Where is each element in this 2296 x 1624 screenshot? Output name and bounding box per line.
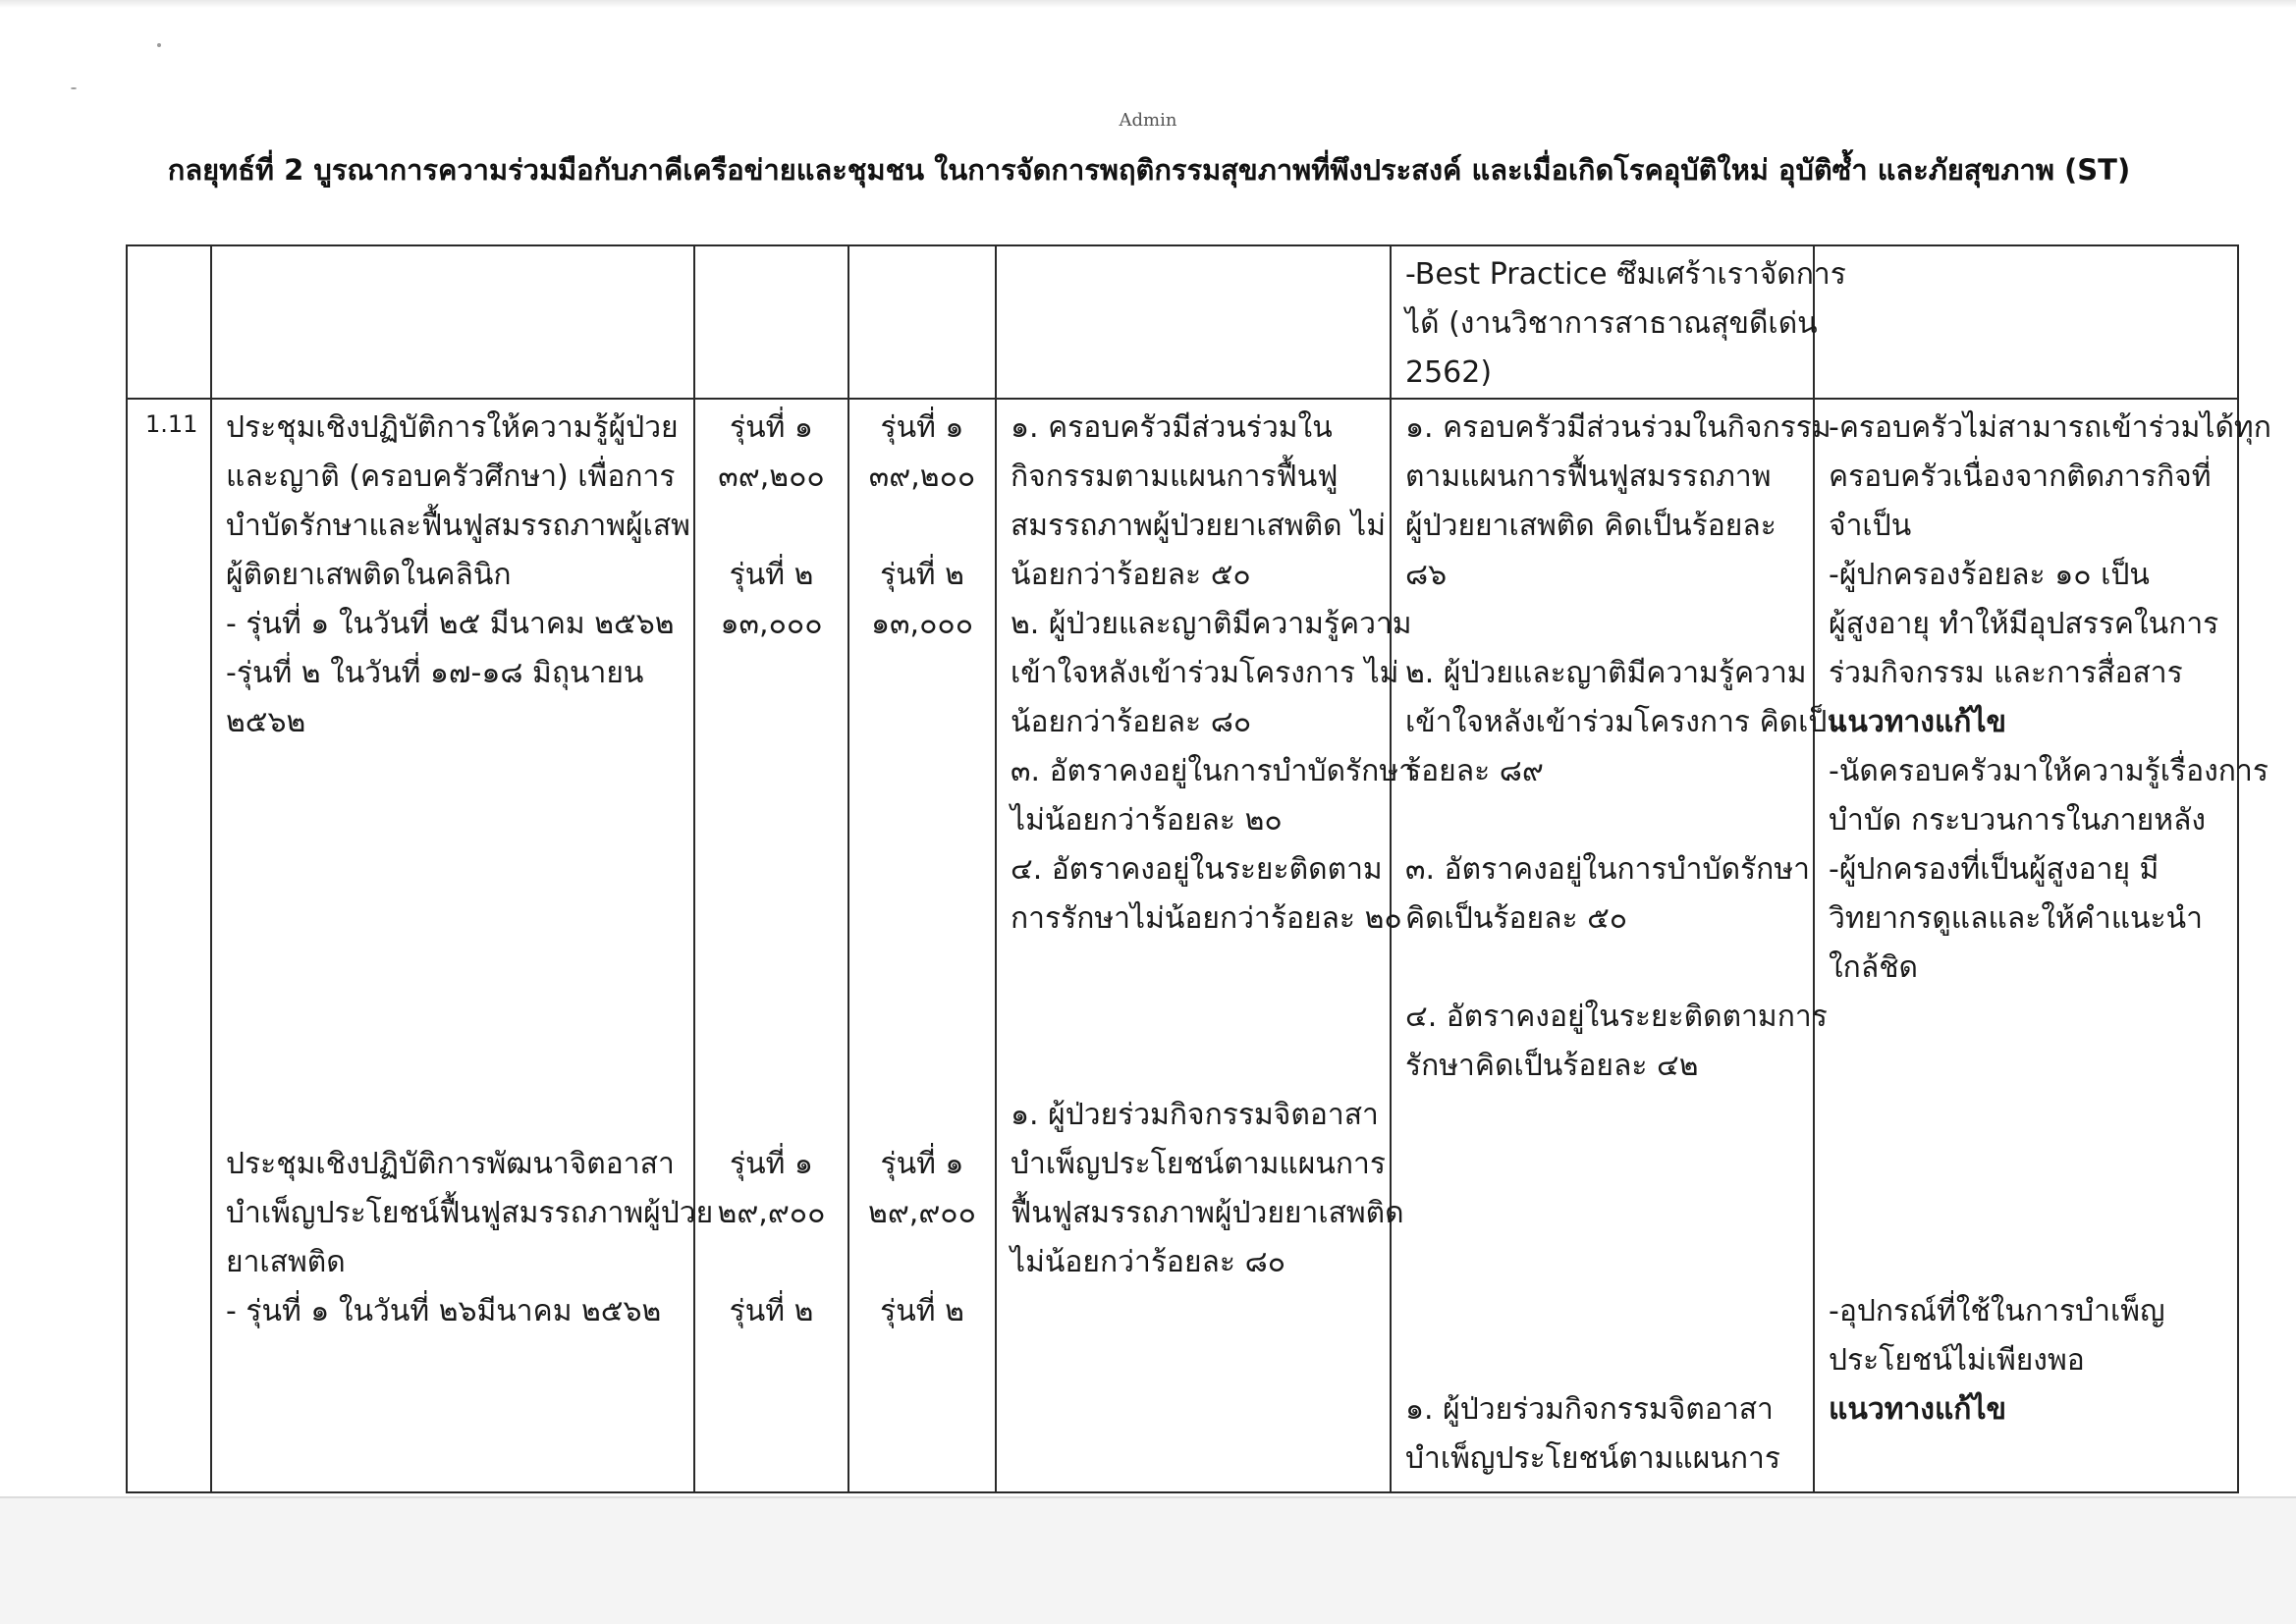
cell-result [1391, 399, 1847, 1492]
problem-line: บำบัด กระบวนการในภายหลัง [1829, 803, 2207, 838]
project-line: - รุ่นที่ ๑ ในวันที่ ๒๖มีนาคม ๒๕๖๒ [226, 1294, 662, 1328]
scan-bottom-line [0, 1496, 2296, 1498]
project-line: และญาติ (ครอบครัวศึกษา) เพื่อการ [226, 460, 676, 494]
budget-round-label: รุ่นที่ ๒ [880, 558, 964, 592]
cell-budget-used [848, 399, 996, 1492]
result-line: -Best Practice ซึมเศร้าเราจัดการ [1405, 257, 1846, 292]
target-line: ๔. อัตราคงอยู่ในระยะติดตาม [1011, 852, 1383, 887]
cell-project [211, 399, 714, 1492]
target-line: กิจกรรมตามแผนการฟื้นฟู [1011, 460, 1339, 494]
target-line: ไม่น้อยกว่าร้อยละ ๒๐ [1011, 803, 1283, 838]
project-line: ยาเสพติด [226, 1245, 346, 1279]
scan-bottom-edge [0, 1496, 2296, 1624]
result-line: ร้อยละ ๘๙ [1405, 754, 1544, 788]
target-line: ๓. อัตราคงอยู่ในการบำบัดรักษา [1011, 754, 1415, 788]
budget-amount: ๑๓,๐๐๐ [720, 607, 823, 641]
target-line: การรักษาไม่น้อยกว่าร้อยละ ๒๐ [1011, 901, 1402, 936]
problem-line: จำเป็น [1829, 509, 1912, 543]
result-line: คิดเป็นร้อยละ ๕๐ [1405, 901, 1628, 936]
result-line: เข้าใจหลังเข้าร่วมโครงการ คิดเป็น [1405, 705, 1847, 739]
strategy-title: กลยุทธ์ที่ 2 บูรณาการความร่วมมือกับภาคีเครือข่ายและชุมชน ในการจัดการพฤติกรรมสุขภาพที่พึงประสงค์ และเมื่อเกิดโรคอุบัติใหม่ อุบัติซ้ำ และภัยสุขภาพ (ST) [167, 153, 2131, 187]
cell-target [996, 399, 1415, 1492]
project-line: บำบัดรักษาและฟื้นฟูสมรรถภาพผู้เสพ [226, 509, 690, 543]
project-line: ผู้ติดยาเสพติดในคลินิก [226, 558, 512, 592]
problem-line: วิทยากรดูแลและให้คำแนะนำ [1829, 901, 2204, 936]
problem-line: -ครอบครัวไม่สามารถเข้าร่วมได้ทุก [1829, 410, 2271, 445]
budget-round-label: รุ่นที่ ๑ [880, 1147, 964, 1181]
cell-result-previous [1391, 245, 1846, 399]
budget-amount: ๓๙,๒๐๐ [718, 460, 825, 494]
target-line: น้อยกว่าร้อยละ ๘๐ [1011, 705, 1252, 739]
problem-line: -นัดครอบครัวมาให้ความรู้เรื่องการ [1829, 754, 2269, 788]
problem-line: ผู้สูงอายุ ทำให้มีอุปสรรคในการ [1829, 607, 2219, 641]
result-line: ได้ (งานวิชาการสาธาณสุขดีเด่น [1405, 306, 1818, 341]
row-number: 1.11 [145, 410, 198, 438]
budget-round-label: รุ่นที่ ๒ [729, 558, 814, 592]
cell-number [127, 399, 211, 1492]
scan-top-edge [0, 0, 2296, 8]
cell-problem [1814, 399, 2271, 1492]
target-line: น้อยกว่าร้อยละ ๕๐ [1011, 558, 1251, 592]
budget-round-label: รุ่นที่ ๒ [729, 1294, 814, 1328]
project-line: ประชุมเชิงปฏิบัติการให้ความรู้ผู้ป่วย [226, 410, 679, 445]
result-line: ตามแผนการฟื้นฟูสมรรถภาพ [1405, 460, 1772, 494]
problem-line: ร่วมกิจกรรม และการสื่อสาร [1829, 656, 2183, 690]
result-line: ๓. อัตราคงอยู่ในการบำบัดรักษา [1405, 852, 1810, 887]
result-line: ๑. ครอบครัวมีส่วนร่วมในกิจกรรม [1405, 410, 1831, 445]
target-line: ฟื้นฟูสมรรถภาพผู้ป่วยยาเสพติด [1011, 1196, 1404, 1230]
scan-speck [157, 43, 161, 47]
cell-project-empty [211, 245, 694, 399]
cell-number-empty [127, 245, 211, 399]
budget-round-label: รุ่นที่ ๑ [730, 1147, 813, 1181]
project-table [126, 244, 2271, 1493]
result-line: บำเพ็ญประโยชน์ตามแผนการ [1405, 1441, 1780, 1476]
cell-target-empty [996, 245, 1391, 399]
budget-amount: ๑๓,๐๐๐ [870, 607, 974, 641]
target-line: สมรรถภาพผู้ป่วยยาเสพติด ไม่ [1011, 509, 1387, 543]
budget-round-label: รุ่นที่ ๒ [880, 1294, 964, 1328]
problem-line: -ผู้ปกครองร้อยละ ๑๐ เป็น [1829, 558, 2150, 592]
result-line: รักษาคิดเป็นร้อยละ ๔๒ [1405, 1049, 1699, 1083]
solution-heading: แนวทางแก้ไข [1829, 705, 2007, 739]
cell-problem-empty [1814, 245, 2238, 399]
budget-round-label: รุ่นที่ ๑ [880, 410, 964, 445]
problem-line: ประโยชน์ไม่เพียงพอ [1829, 1343, 2085, 1378]
budget-round-label: รุ่นที่ ๑ [730, 410, 813, 445]
cell-budget-plan [694, 399, 848, 1492]
budget-amount: ๒๙,๙๐๐ [717, 1196, 826, 1230]
project-line: ประชุมเชิงปฏิบัติการพัฒนาจิตอาสา [226, 1147, 675, 1181]
budget-amount: ๒๙,๙๐๐ [868, 1196, 976, 1230]
cell-budget-used-empty [848, 245, 996, 399]
budget-amount: ๓๙,๒๐๐ [868, 460, 976, 494]
target-line: เข้าใจหลังเข้าร่วมโครงการ ไม่ [1011, 656, 1399, 690]
result-line: 2562) [1405, 355, 1493, 390]
result-line: ๘๖ [1405, 558, 1448, 592]
problem-line: -ผู้ปกครองที่เป็นผู้สูงอายุ มี [1829, 852, 2159, 887]
admin-label: Admin [1119, 110, 1177, 131]
problem-line: ครอบครัวเนื่องจากติดภารกิจที่ [1829, 460, 2212, 494]
project-line: บำเพ็ญประโยชน์ฟื้นฟูสมรรถภาพผู้ป่วย [226, 1196, 714, 1230]
result-line: ผู้ป่วยยาเสพติด คิดเป็นร้อยละ [1405, 509, 1777, 543]
solution-heading: แนวทางแก้ไข [1829, 1392, 2007, 1427]
target-line: ๑. ครอบครัวมีส่วนร่วมใน [1011, 410, 1333, 445]
result-line: ๑. ผู้ป่วยร่วมกิจกรรมจิตอาสา [1405, 1392, 1774, 1427]
problem-line: -อุปกรณ์ที่ใช้ในการบำเพ็ญ [1829, 1294, 2165, 1328]
project-line: ๒๕๖๒ [226, 705, 306, 739]
result-line: ๔. อัตราคงอยู่ในระยะติดตามการ [1405, 1000, 1828, 1034]
project-line: - รุ่นที่ ๑ ในวันที่ ๒๕ มีนาคม ๒๕๖๒ [226, 607, 675, 641]
target-line: ๑. ผู้ป่วยร่วมกิจกรรมจิตอาสา [1011, 1098, 1379, 1132]
scan-speck [71, 87, 77, 89]
target-line: ๒. ผู้ป่วยและญาติมีความรู้ความ [1011, 607, 1412, 641]
target-line: บำเพ็ญประโยชน์ตามแผนการ [1011, 1147, 1386, 1181]
table-row-1-11 [127, 399, 2238, 1492]
result-line: ๒. ผู้ป่วยและญาติมีความรู้ความ [1405, 656, 1807, 690]
target-line: ไม่น้อยกว่าร้อยละ ๘๐ [1011, 1245, 1286, 1279]
cell-budget-plan-empty [694, 245, 848, 399]
table-row-previous [127, 245, 2238, 399]
problem-line: ใกล้ชิด [1829, 950, 1919, 985]
project-line: -รุ่นที่ ๒ ในวันที่ ๑๗-๑๘ มิถุนายน [226, 656, 644, 690]
